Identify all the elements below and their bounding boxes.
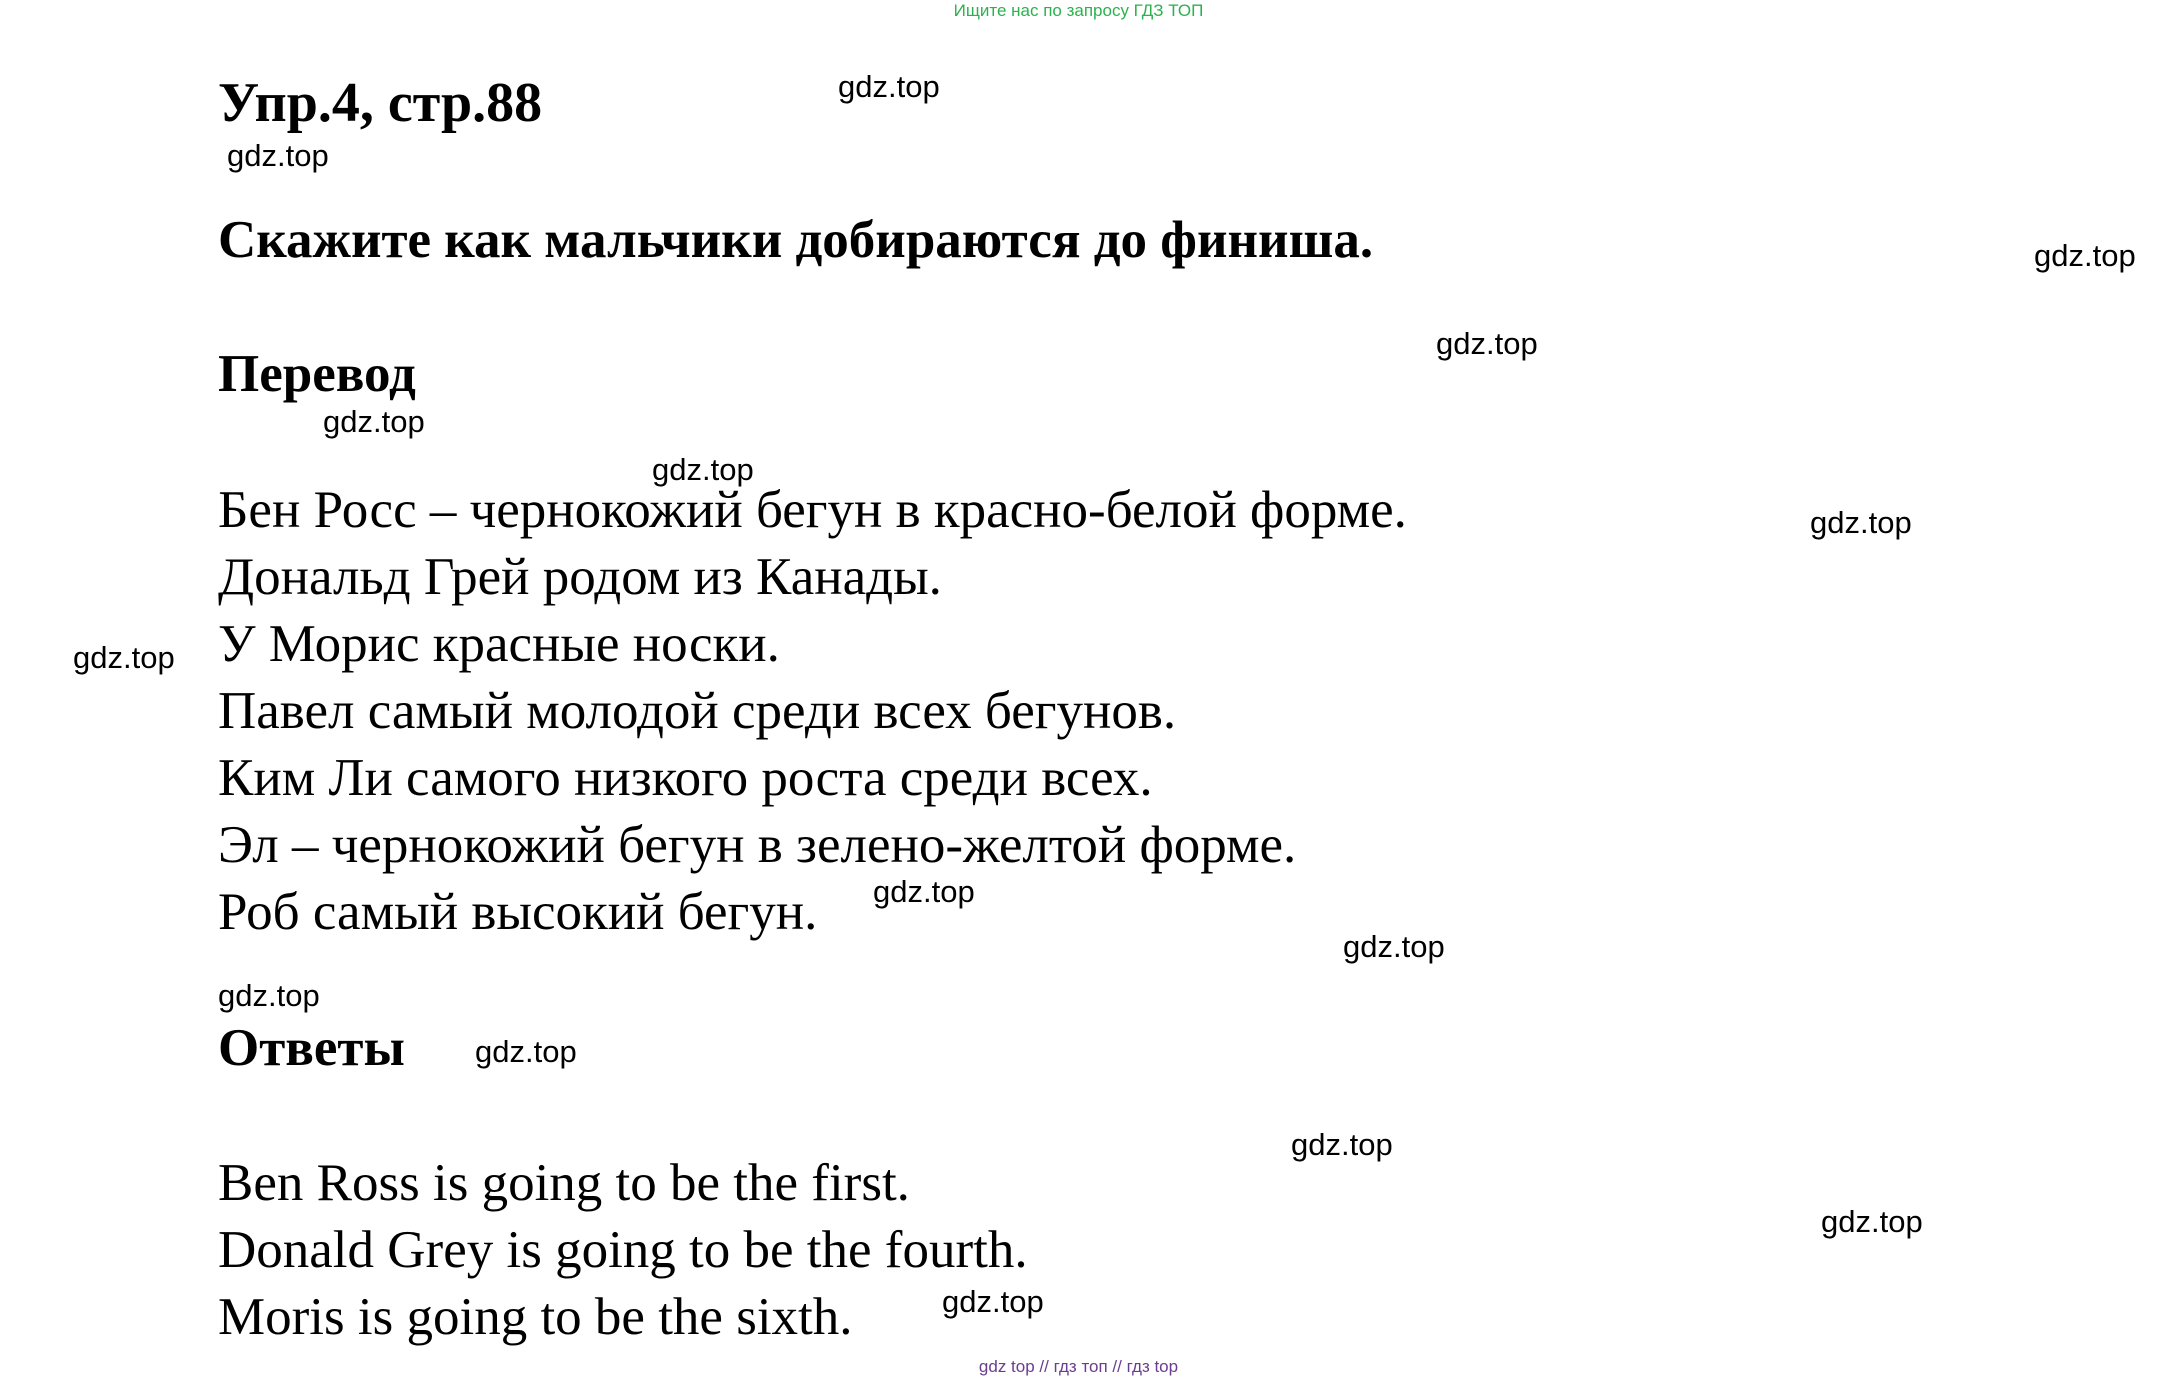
- footer-note: gdz top // гдз топ // гдз top: [978, 1357, 1179, 1376]
- translation-list: [218, 477, 1407, 946]
- answers-list: [218, 1150, 1028, 1351]
- watermark: gdz.top: [1810, 505, 1912, 540]
- translation-line: Роб самый высокий бегун.: [218, 883, 818, 941]
- watermark: gdz.top: [2034, 238, 2136, 273]
- page-title: Упр.4, стр.88: [218, 72, 543, 134]
- translation-line: Эл – чернокожий бегун в зелено-желтой форме.: [218, 816, 1297, 874]
- watermark: gdz.top: [323, 404, 425, 439]
- answer-line: Ben Ross is going to be the first.: [218, 1154, 910, 1212]
- watermark: gdz.top: [652, 452, 754, 487]
- watermark: gdz.top: [1291, 1127, 1393, 1162]
- watermark: gdz.top: [873, 874, 975, 909]
- watermark: gdz.top: [838, 69, 940, 104]
- search-banner: Ищите нас по запросу ГДЗ ТОП: [953, 1, 1204, 20]
- translation-line: Дональд Грей родом из Канады.: [218, 548, 942, 606]
- watermark: gdz.top: [942, 1284, 1044, 1319]
- translation-line: Ким Ли самого низкого роста среди всех.: [218, 749, 1153, 807]
- translation-line: Павел самый молодой среди всех бегунов.: [218, 682, 1177, 740]
- watermark: gdz.top: [1343, 929, 1445, 964]
- watermark: gdz.top: [218, 978, 320, 1013]
- watermark: gdz.top: [1436, 326, 1538, 361]
- translation-line: Бен Росс – чернокожий бегун в красно-белой форме.: [218, 481, 1407, 539]
- answer-line: Donald Grey is going to be the fourth.: [218, 1221, 1028, 1279]
- watermark: gdz.top: [73, 640, 175, 675]
- translation-line: У Морис красные носки.: [218, 615, 780, 673]
- answer-line: Moris is going to be the sixth.: [218, 1288, 853, 1346]
- watermark: gdz.top: [475, 1034, 577, 1069]
- answers-heading: Ответы: [218, 1019, 405, 1077]
- watermark: gdz.top: [1821, 1204, 1923, 1239]
- translation-heading: Перевод: [218, 345, 416, 403]
- watermark: gdz.top: [227, 138, 329, 173]
- task-statement: Скажите как мальчики добираются до финиша.: [218, 211, 1374, 269]
